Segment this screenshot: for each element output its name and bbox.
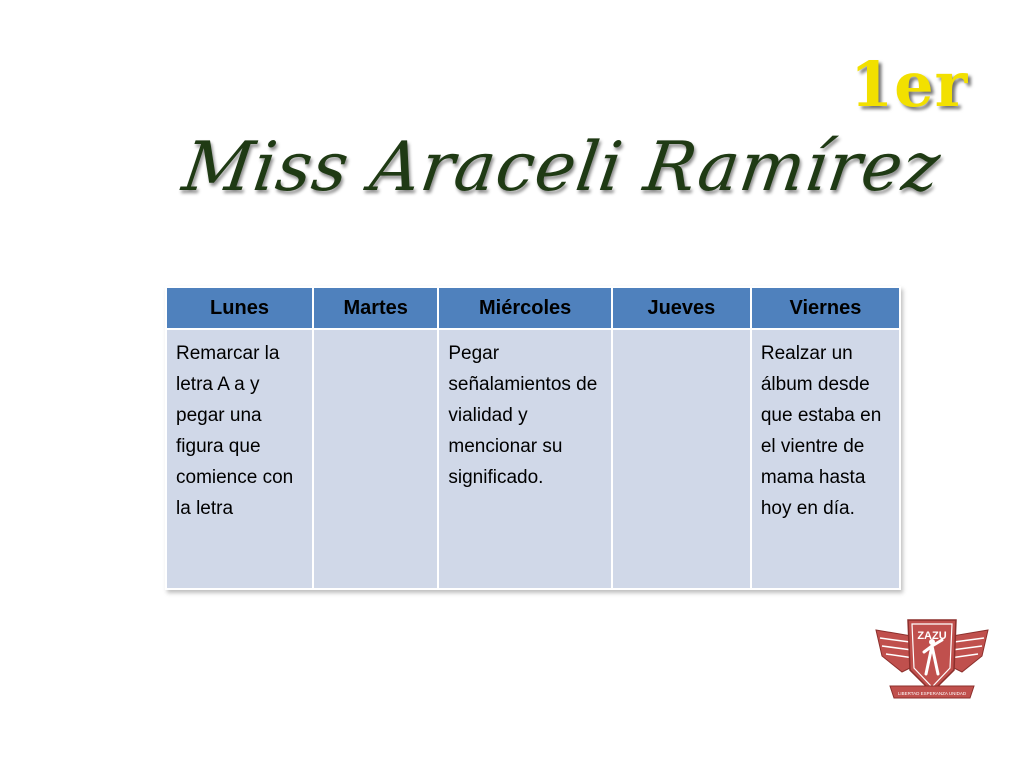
table-header-row [166,287,900,329]
cell-jueves [612,329,751,589]
weekly-schedule-table [165,286,901,590]
grade-label: 1er [850,48,969,121]
logo-text: ZAZU [917,630,947,642]
cell-viernes: Realzar un álbum desde que estaba en el vientre de mama hasta hoy en día. [751,329,900,589]
teacher-name: Miss Araceli Ramírez [178,128,946,207]
cell-martes [313,329,438,589]
table-row [166,329,900,589]
header-jueves: Jueves [612,287,751,329]
logo-motto: LIBERTAD ESPERANZA UNIDAD [897,691,967,696]
header-viernes: Viernes [751,287,900,329]
cell-miercoles: Pegar señalamientos de vialidad y mencionar su significado. [438,329,612,589]
header-martes: Martes [313,287,438,329]
cell-lunes: Remarcar la letra A a y pegar una figura que comience con la letra [166,329,313,589]
header-miercoles: Miércoles [438,287,612,329]
header-lunes: Lunes [166,287,313,329]
school-crest-logo [872,612,992,707]
